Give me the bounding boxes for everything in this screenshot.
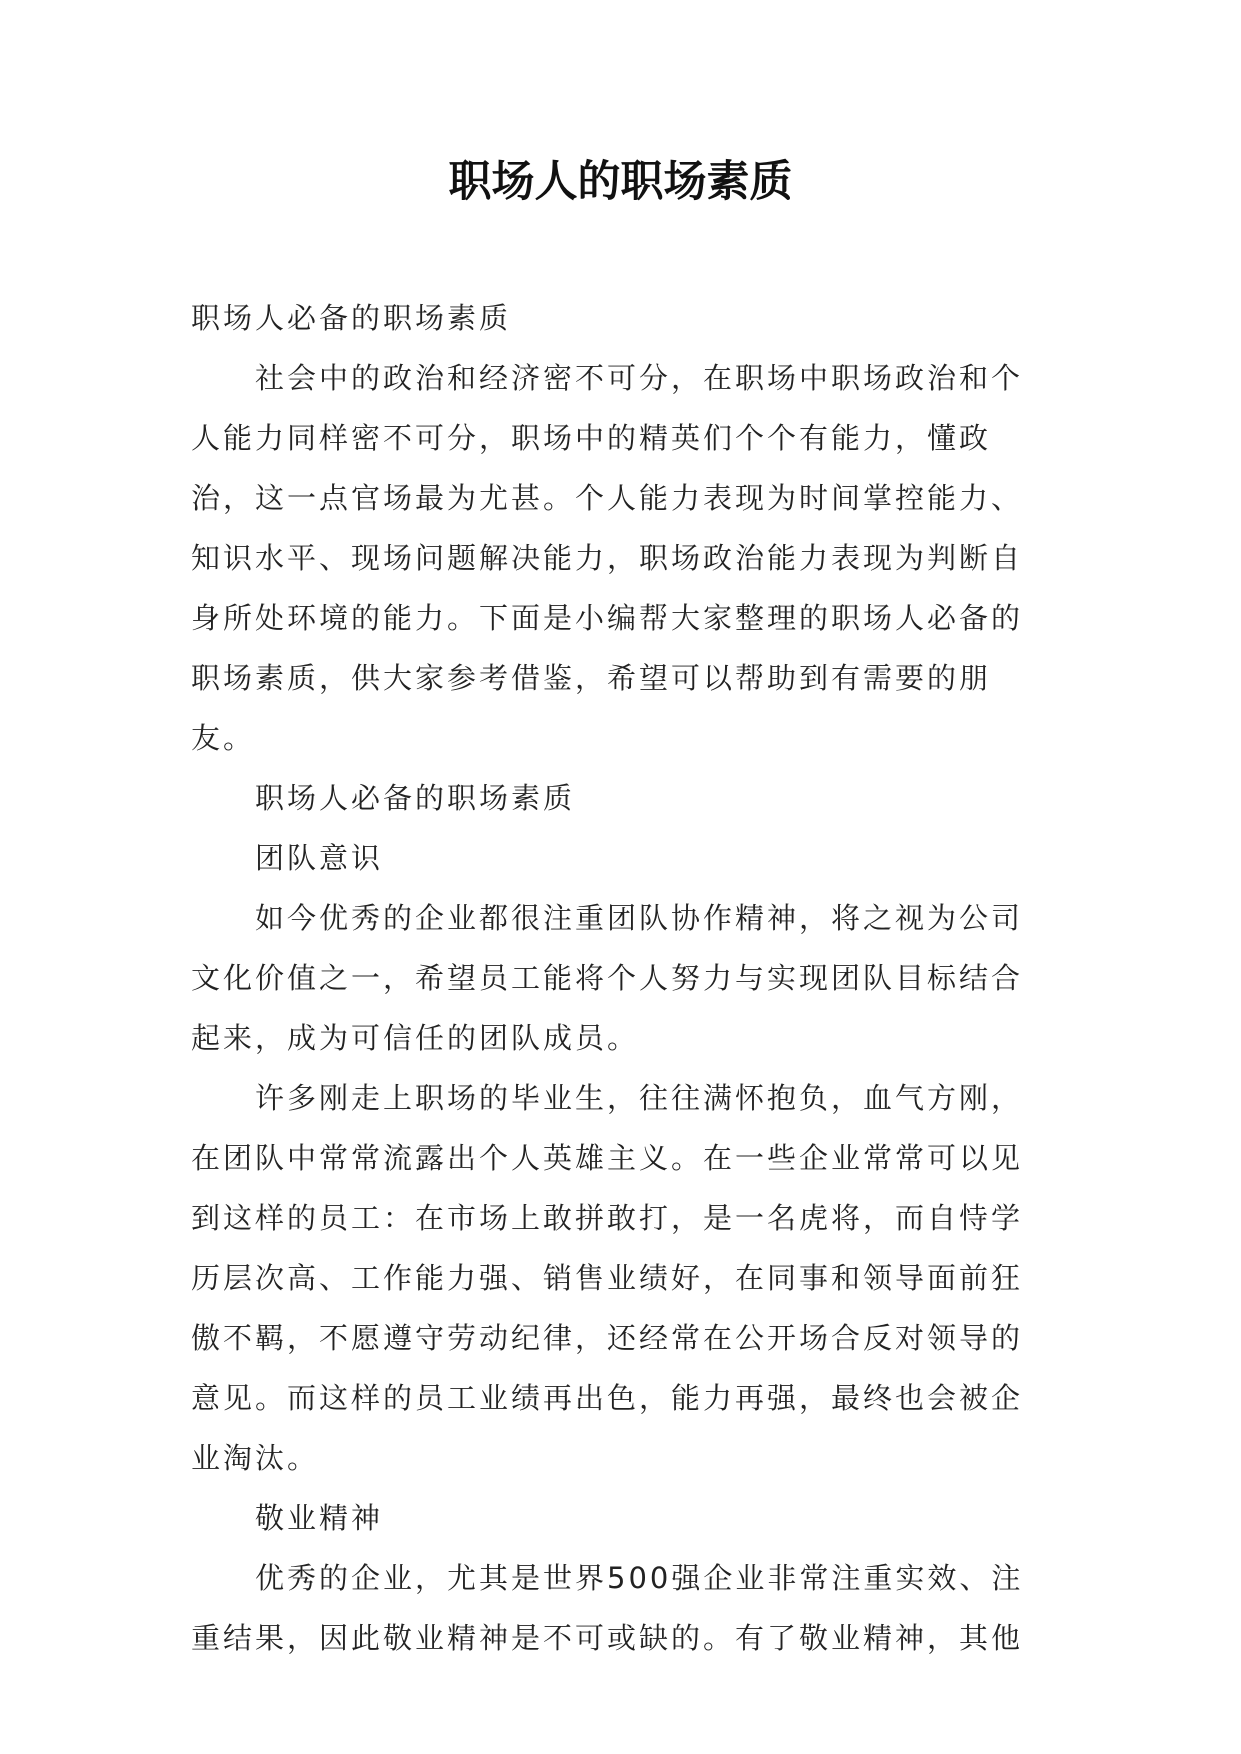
subheading-dedication: 敬业精神 bbox=[255, 1501, 384, 1535]
paragraph-dedication: 优秀的企业，尤其是世界500强企业非常注重实效、注重结果，因此敬业精神是不可或缺的。有了敬业精神，其他 bbox=[191, 1561, 1024, 1655]
document-title: 职场人的职场素质 bbox=[448, 157, 793, 207]
intro-heading: 职场人必备的职场素质 bbox=[191, 301, 512, 335]
paragraph-intro: 社会中的政治和经济密不可分，在职场中职场政治和个人能力同样密不可分，职场中的精英们个个有能力，懂政治，这一点官场最为尤甚。个人能力表现为时间掌控能力、知识水平、现场问题解决能力，职场政治能力表现为判断自身所处环境的能力。下面是小编帮大家整理的职场人必备的职场素质，供大家参考借鉴，希望可以帮助到有需要的朋友。 bbox=[191, 361, 1024, 755]
paragraph-team-2: 许多刚走上职场的毕业生，往往满怀抱负，血气方刚，在团队中常常流露出个人英雄主义。在一些企业常常可以见到这样的员工：在市场上敢拼敢打，是一名虎将，而自恃学历层次高、工作能力强、销售业绩好，在同事和领导面前狂傲不羁，不愿遵守劳动纪律，还经常在公开场合反对领导的意见。而这样的员工业绩再出色，能力再强，最终也会被企业淘汰。 bbox=[191, 1081, 1024, 1475]
paragraph-team-1: 如今优秀的企业都很注重团队协作精神，将之视为公司文化价值之一，希望员工能将个人努力与实现团队目标结合起来，成为可信任的团队成员。 bbox=[191, 901, 1024, 1055]
document-body bbox=[191, 288, 1053, 1668]
section-heading: 职场人必备的职场素质 bbox=[255, 781, 576, 815]
subheading-team-awareness: 团队意识 bbox=[255, 841, 384, 875]
